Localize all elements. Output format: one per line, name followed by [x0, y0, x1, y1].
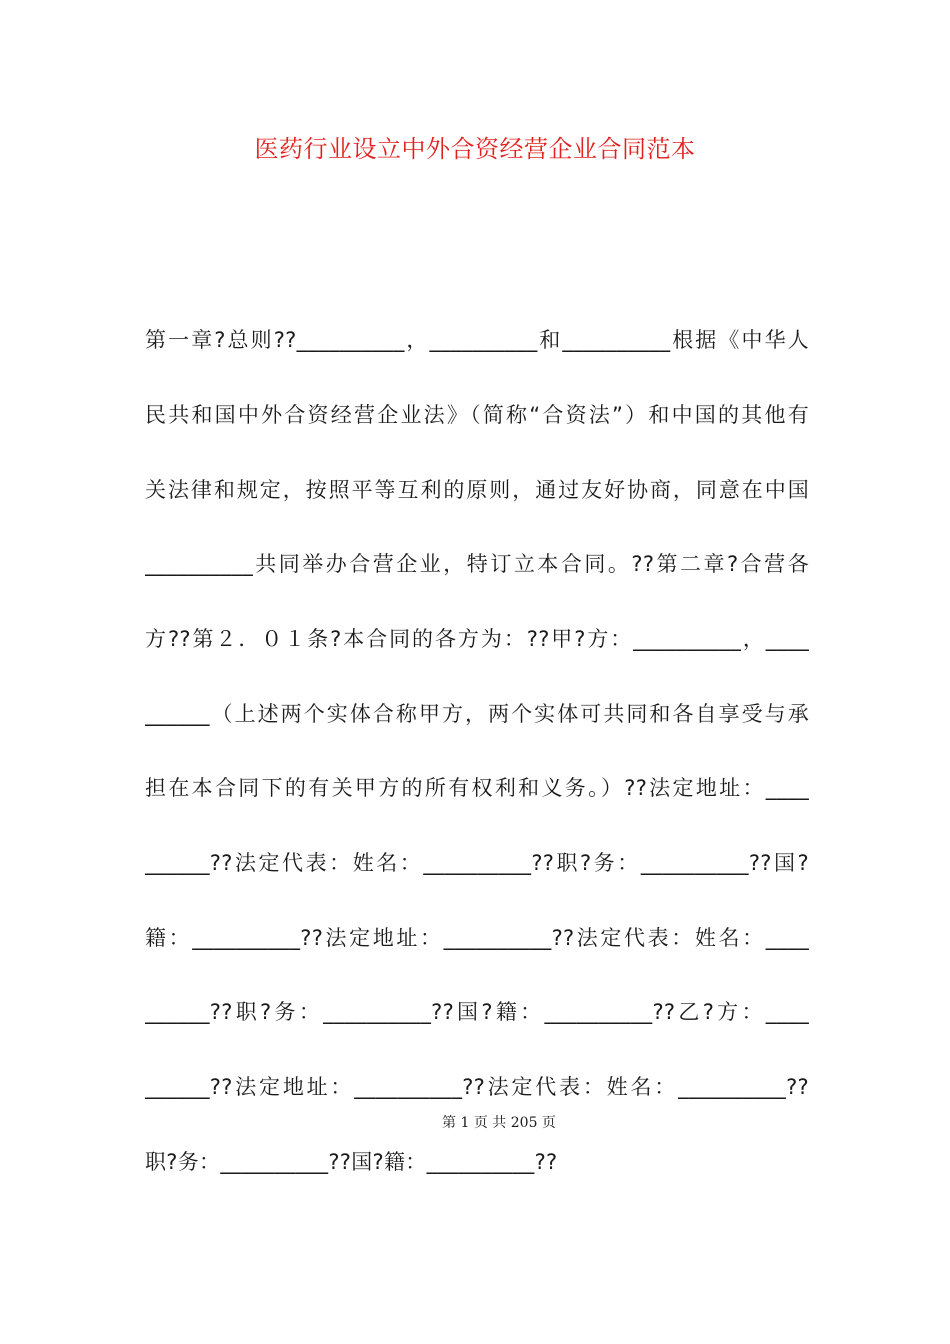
page-number: 第 1 页 共 205 页: [442, 1115, 556, 1131]
body-line-7: 担在本合同下的有关甲方的所有权利和义务。）??法定地址：____: [145, 776, 809, 800]
document-title: 医药行业设立中外合资经营企业合同范本: [254, 135, 696, 163]
body-line-6: ______（上述两个实体合称甲方，两个实体可共同和各自享受与承: [145, 702, 809, 726]
body-line-9: 籍：__________??法定地址：__________??法定代表：姓名：____: [145, 926, 809, 950]
body-line-1: 第一章?总则??__________，__________和__________根据《中华人: [145, 328, 809, 352]
body-line-8: ______??法定代表：姓名：__________??职?务：__________??国?: [145, 851, 809, 875]
body-line-5: 方??第２．０１条?本合同的各方为：??甲?方：__________，____: [145, 627, 809, 651]
body-line-12: 职?务：__________??国?籍：__________??: [145, 1150, 558, 1174]
body-line-10: ______??职?务：__________??国?籍：__________??乙?方：____: [145, 1000, 809, 1024]
body-line-2: 民共和国中外合资经营企业法》（简称“合资法”）和中国的其他有: [145, 403, 809, 427]
body-line-3: 关法律和规定，按照平等互利的原则，通过友好协商，同意在中国: [145, 478, 809, 502]
body-line-4: __________共同举办合营企业，特订立本合同。??第二章?合营各: [145, 552, 809, 576]
body-line-11: ______??法定地址：__________??法定代表：姓名：__________??: [145, 1075, 809, 1099]
